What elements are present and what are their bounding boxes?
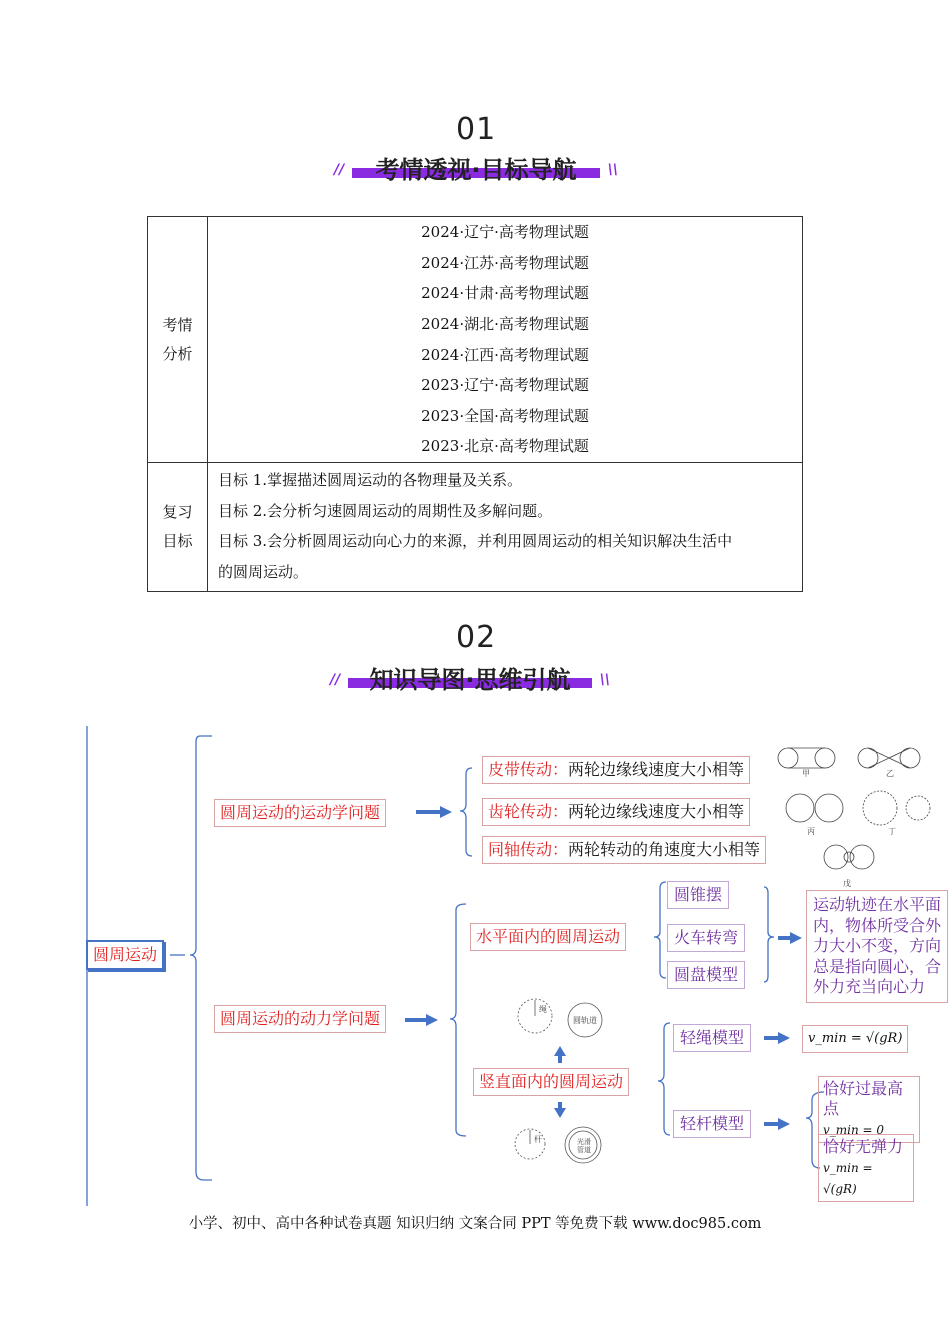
- page-footer: 小学、初中、高中各种试卷真题 知识归纳 文案合同 PPT 等免费下载 www.doc985.com: [188, 1216, 762, 1232]
- node-key: 齿轮传动: [488, 802, 553, 821]
- list-item: 2024·甘肃·高考物理试题: [421, 284, 589, 303]
- goal-item: 目标 2.会分析匀速圆周运动的周期性及多解问题。: [218, 501, 553, 520]
- node-key: 同轴传动: [488, 840, 553, 859]
- mindmap-root: 圆周运动: [86, 940, 164, 970]
- figure-label-yi: 乙: [886, 769, 894, 778]
- node-text: 两轮边缘线速度大小相等: [568, 802, 745, 821]
- figure-label-ding: 丁: [888, 827, 896, 836]
- list-item: 2023·全国·高考物理试题: [421, 406, 589, 425]
- node-gear: 齿轮传动：两轮边缘线速度大小相等: [482, 798, 750, 826]
- node-vertical: 竖直面内的圆周运动: [473, 1068, 629, 1096]
- list-item: 2023·辽宁·高考物理试题: [421, 376, 589, 395]
- case-formula: v_min = 0: [823, 1123, 885, 1137]
- label-line: 考情: [162, 315, 193, 334]
- label-line: 目标: [162, 532, 193, 550]
- section-number-text: 02: [456, 620, 497, 655]
- node-belt: 皮带传动：两轮边缘线速度大小相等: [482, 756, 750, 784]
- node-key: 皮带传动: [488, 760, 553, 779]
- goal-item: 的圆周运动。: [218, 562, 309, 581]
- list-item: 2024·湖北·高考物理试题: [421, 314, 589, 333]
- figure-label-wu: 戊: [843, 879, 851, 888]
- node-rope-model: 轻绳模型: [673, 1024, 751, 1052]
- figure-label-jia: 甲: [802, 769, 810, 778]
- figure-label-rope: 绳: [539, 1005, 547, 1014]
- node-axis: 同轴传动：两轮转动的角速度大小相等: [482, 836, 766, 864]
- figure-label-tube: 光滑管道: [577, 1138, 591, 1154]
- case-text: 恰好过最高点: [823, 1079, 904, 1118]
- node-horizontal: 水平面内的圆周运动: [470, 923, 626, 951]
- node-disk-model: 圆盘模型: [667, 961, 745, 989]
- banner-slash-left: //: [330, 672, 341, 688]
- node-text: 两轮转动的角速度大小相等: [568, 840, 761, 859]
- rod-case-1: [818, 1076, 920, 1143]
- rope-formula: v_min = √(gR): [802, 1025, 908, 1053]
- label-line: 分析: [162, 344, 193, 363]
- label-line: 复习: [162, 503, 193, 521]
- section-title: 考情透视·目标导航: [375, 156, 577, 184]
- list-item: 2024·辽宁·高考物理试题: [421, 223, 589, 242]
- horizontal-description: 运动轨迹在水平面内，物体所受合外力大小不变，方向总是指向圆心，合外力充当向心力: [806, 890, 948, 1003]
- goal-item: 目标 3.会分析圆周运动向心力的来源，并利用圆周运动的相关知识解决生活中: [218, 532, 733, 550]
- banner-slash-right: \\: [599, 672, 610, 688]
- banner-slash-right: \\: [607, 162, 618, 178]
- case-formula: v_min = √(gR): [823, 1161, 873, 1196]
- node-cone-pendulum: 圆锥摆: [667, 881, 729, 909]
- figure-label-track: 圆轨道: [573, 1016, 597, 1025]
- node-train-turn: 火车转弯: [667, 924, 745, 952]
- case-text: 恰好无弹力: [823, 1137, 904, 1156]
- figure-label-rod: 杆: [534, 1135, 542, 1144]
- banner-slash-left: //: [334, 162, 345, 178]
- section-number-text: 01: [456, 112, 497, 147]
- list-item: 2024·江西·高考物理试题: [421, 345, 589, 364]
- rod-case-2: [818, 1134, 914, 1202]
- list-item: 2024·江苏·高考物理试题: [421, 253, 589, 272]
- section-title: 知识导图·思维引航: [369, 666, 571, 694]
- figure-label-bing: 丙: [807, 827, 815, 836]
- node-rod-model: 轻杆模型: [673, 1110, 751, 1138]
- node-text: 两轮边缘线速度大小相等: [568, 760, 745, 779]
- node-kinematics: 圆周运动的运动学问题: [214, 799, 386, 827]
- node-dynamics: 圆周运动的动力学问题: [214, 1005, 386, 1033]
- goal-item: 目标 1.掌握描述圆周运动的各物理量及关系。: [218, 471, 523, 489]
- list-item: 2023·北京·高考物理试题: [421, 437, 589, 456]
